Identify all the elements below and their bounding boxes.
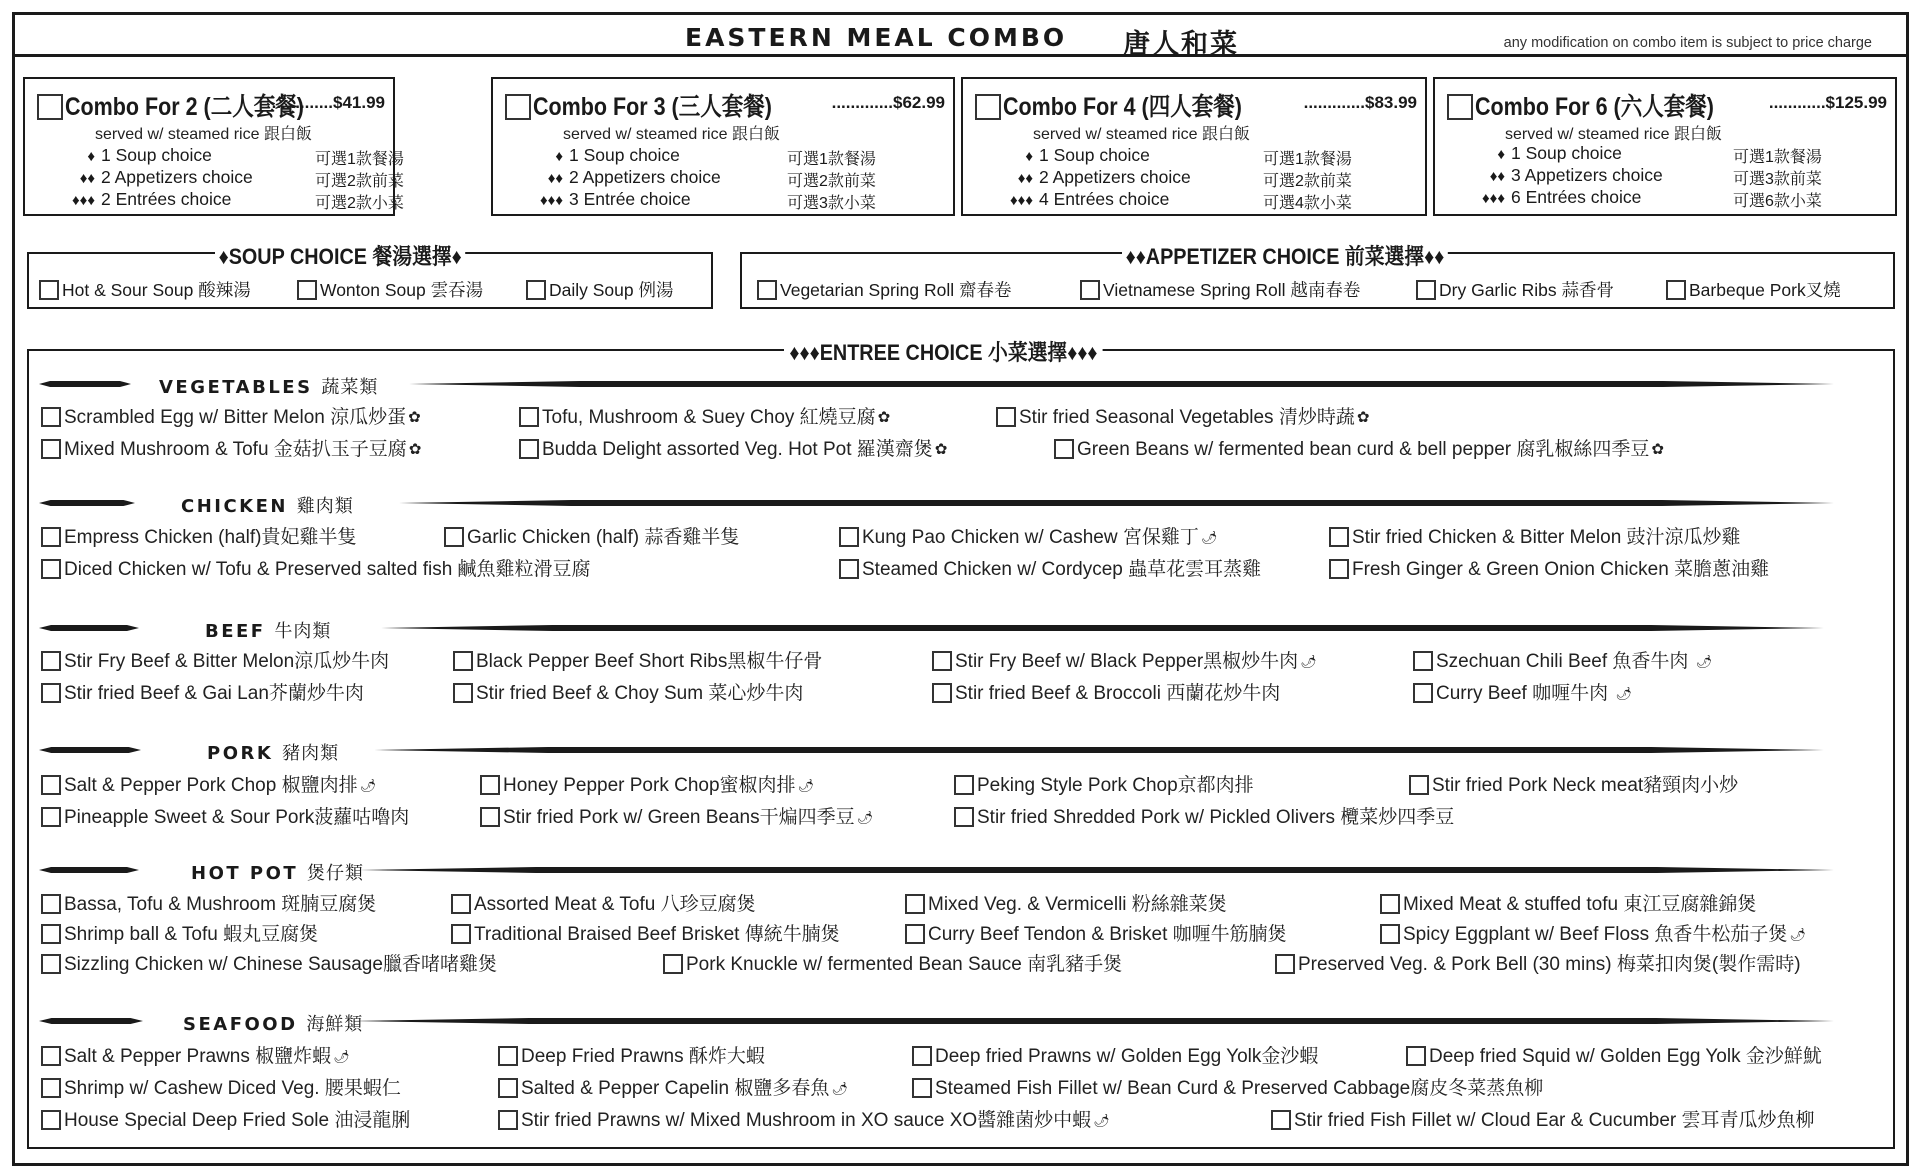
entree-item-label: Mixed Meat & stuffed tofu 東江豆腐雜錦煲 xyxy=(1403,894,1757,915)
entree-checkbox[interactable] xyxy=(451,924,471,944)
divider-shape xyxy=(39,747,141,753)
entree-item-label: Deep Fried Prawns 酥炸大蝦 xyxy=(521,1046,765,1067)
entree-item-label: Stir fried Seasonal Vegetables 清炒時蔬 xyxy=(1019,407,1355,428)
menu-title: EASTERN MEAL COMBO xyxy=(685,23,1068,52)
divider-rule xyxy=(359,866,1834,874)
spicy-chili-icon: 🌶 xyxy=(831,1081,848,1096)
entree-item[interactable] xyxy=(41,522,356,549)
combo-3-title: Combo For 3 (三人套餐) xyxy=(533,93,772,121)
entree-item-label: Tofu, Mushroom & Suey Choy 紅燒豆腐 xyxy=(542,407,876,428)
category-name: HOT POT xyxy=(191,863,299,884)
entree-checkbox[interactable] xyxy=(498,1078,518,1098)
entree-checkbox[interactable] xyxy=(41,807,61,827)
entree-item[interactable] xyxy=(480,770,814,797)
entree-checkbox[interactable] xyxy=(480,775,500,795)
entree-item[interactable] xyxy=(41,802,409,829)
category-name: BEEF xyxy=(205,621,266,642)
divider-shape xyxy=(351,1018,1834,1024)
category-name-chinese: 牛肉類 xyxy=(274,621,332,642)
diamond-icon: ♦ xyxy=(87,148,95,165)
entree-item[interactable] xyxy=(444,522,739,549)
entree-checkbox[interactable] xyxy=(905,894,925,914)
spicy-chili-icon: 🌶 xyxy=(333,1049,350,1064)
soup-option[interactable]: Daily Soup 例湯 xyxy=(526,277,674,302)
entree-item-label: Bassa, Tofu & Mushroom 斑腩豆腐煲 xyxy=(64,894,377,915)
entree-item-label: Stir fried Prawns w/ Mixed Mushroom in XO sauce XO醬雜菌炒中蝦 xyxy=(521,1110,1092,1131)
spicy-chili-icon: 🌶 xyxy=(856,810,874,825)
entree-item-label: Green Beans w/ fermented bean curd & bell pepper 腐乳椒絲四季豆 xyxy=(1077,439,1650,460)
entree-item-label: Steamed Fish Fillet w/ Bean Curd & Preserved Cabbage腐皮冬菜蒸魚柳 xyxy=(935,1078,1544,1099)
entree-checkbox[interactable] xyxy=(453,683,473,703)
combo-3-price: .............$62.99 xyxy=(831,93,945,112)
divider-shape xyxy=(39,381,131,387)
entree-item-label: Kung Pao Chicken w/ Cashew 宮保雞丁 xyxy=(862,527,1199,548)
vegetarian-icon: ✿ xyxy=(934,441,948,458)
entree-item[interactable] xyxy=(1275,949,1801,976)
entree-item[interactable] xyxy=(954,802,1454,829)
spicy-chili-icon: 🌶 xyxy=(359,778,377,793)
combo-6-line-cn: 可選6款小菜 xyxy=(1733,193,1822,210)
entree-checkbox[interactable] xyxy=(1380,924,1400,944)
entree-item-label: Szechuan Chili Beef 魚香牛肉 xyxy=(1436,651,1694,672)
entree-checkbox[interactable] xyxy=(839,527,859,547)
diamond-icon: ♦♦ xyxy=(79,170,95,187)
diamond-icon: ♦♦ xyxy=(1017,170,1033,187)
entree-item-label: Diced Chicken w/ Tofu & Preserved salted fish 鹹魚雞粒滑豆腐 xyxy=(64,559,591,580)
entree-item-label: Salted & Pepper Capelin 椒鹽多春魚 xyxy=(521,1078,830,1099)
entree-item[interactable] xyxy=(1271,1105,1815,1132)
appetizer-choice-title: ♦♦APPETIZER CHOICE 前菜選擇♦♦ xyxy=(1122,240,1448,271)
combo-3-line: 1 Soup choice xyxy=(569,145,680,165)
combo-4-line-cn: 可選2款前菜 xyxy=(1263,173,1352,190)
divider-rule xyxy=(379,624,1824,632)
divider-rule xyxy=(39,1017,143,1025)
combo-4-line: 2 Appetizers choice xyxy=(1039,167,1191,187)
entree-item[interactable] xyxy=(453,678,803,705)
category-name-chinese: 煲仔類 xyxy=(306,863,364,884)
diamond-icon: ♦♦♦ xyxy=(1010,192,1033,209)
entree-item-label: Stir fried Pork w/ Green Beans干煸四季豆 xyxy=(503,807,855,828)
entree-item-label: Mixed Veg. & Vermicelli 粉絲雜菜煲 xyxy=(928,894,1227,915)
divider-rule xyxy=(39,380,131,388)
entree-checkbox[interactable] xyxy=(912,1046,932,1066)
entree-item-label: Scrambled Egg w/ Bitter Melon 涼瓜炒蛋 xyxy=(64,407,407,428)
spicy-chili-icon: 🌶 xyxy=(1200,530,1218,545)
appetizer-option[interactable]: Vietnamese Spring Roll 越南春卷 xyxy=(1080,277,1360,302)
spicy-chili-icon: 🌶 xyxy=(1789,927,1806,942)
entree-item[interactable] xyxy=(41,402,421,429)
diamond-icon: ♦ xyxy=(555,148,563,165)
entree-item[interactable] xyxy=(1054,434,1664,461)
entree-checkbox[interactable] xyxy=(41,559,61,579)
divider-rule xyxy=(39,624,139,632)
divider-rule xyxy=(399,499,1834,507)
entree-item-label: Fresh Ginger & Green Onion Chicken 菜膽蔥油雞 xyxy=(1352,559,1770,580)
entree-checkbox[interactable] xyxy=(996,407,1016,427)
entree-item[interactable] xyxy=(1329,554,1769,581)
entree-choice-title: ♦♦♦ENTREE CHOICE 小菜選擇♦♦♦ xyxy=(784,336,1103,367)
entree-checkbox[interactable] xyxy=(1409,775,1429,795)
entree-item[interactable] xyxy=(498,1041,765,1068)
entree-item-label: Budda Delight assorted Veg. Hot Pot 羅漢齋煲 xyxy=(542,439,933,460)
divider-rule xyxy=(351,1017,1834,1025)
entree-item-label: Salt & Pepper Prawns 椒鹽炸蝦 xyxy=(64,1046,332,1067)
combo-2-served: served w/ steamed rice 跟白飯 xyxy=(95,126,312,143)
soup-checkbox[interactable] xyxy=(526,280,546,300)
vegetarian-icon: ✿ xyxy=(408,441,422,458)
entree-item[interactable] xyxy=(41,678,364,705)
divider-shape xyxy=(374,747,1824,753)
entree-item[interactable] xyxy=(41,919,318,946)
soup-option[interactable]: Wonton Soup 雲吞湯 xyxy=(297,277,483,302)
diamond-icon: ♦ xyxy=(1497,146,1505,163)
combo-3-line: 3 Entrée choice xyxy=(569,189,691,209)
entree-item[interactable] xyxy=(498,1073,848,1100)
appetizer-option[interactable]: Vegetarian Spring Roll 齋春卷 xyxy=(757,277,1012,302)
category-label-chicken xyxy=(181,492,354,518)
entree-item-label: Stir fried Pork Neck meat豬頸肉小炒 xyxy=(1432,775,1739,796)
entree-item[interactable] xyxy=(41,949,497,976)
combo-2-line-cn: 可選2款小菜 xyxy=(315,195,404,212)
combo-6-line: 3 Appetizers choice xyxy=(1511,165,1663,185)
entree-item-label: Assorted Meat & Tofu 八珍豆腐煲 xyxy=(474,894,756,915)
entree-checkbox[interactable] xyxy=(1406,1046,1426,1066)
entree-item[interactable] xyxy=(1413,678,1632,705)
combo-3-served: served w/ steamed rice 跟白飯 xyxy=(563,126,780,143)
soup-checkbox[interactable] xyxy=(297,280,317,300)
entree-item-label: Pineapple Sweet & Sour Pork菠蘿咕嚕肉 xyxy=(64,807,410,828)
entree-item[interactable] xyxy=(912,1041,1318,1068)
entree-item[interactable] xyxy=(41,554,591,581)
combo-box-2 xyxy=(23,77,404,216)
entree-checkbox[interactable] xyxy=(41,894,61,914)
entree-item[interactable] xyxy=(41,646,389,673)
entree-item[interactable] xyxy=(41,770,376,797)
combo-6-title: Combo For 6 (六人套餐) xyxy=(1475,93,1714,121)
combo-6-line-cn: 可選3款前菜 xyxy=(1733,171,1822,188)
entree-item[interactable] xyxy=(41,1073,401,1100)
appetizer-checkbox[interactable] xyxy=(1416,280,1436,300)
divider-rule xyxy=(409,380,1834,388)
divider-rule xyxy=(39,499,135,507)
entree-item-label: Honey Pepper Pork Chop蜜椒肉排 xyxy=(503,775,796,796)
entree-item[interactable] xyxy=(451,919,840,946)
entree-item[interactable] xyxy=(41,1105,410,1132)
combo-4-line: 1 Soup choice xyxy=(1039,145,1150,165)
appetizer-option[interactable]: Dry Garlic Ribs 蒜香骨 xyxy=(1416,277,1614,302)
entree-item[interactable] xyxy=(905,889,1227,916)
entree-item-label: Stir fried Beef & Choy Sum 菜心炒牛肉 xyxy=(476,683,804,704)
entree-checkbox[interactable] xyxy=(1275,954,1295,974)
entree-item[interactable] xyxy=(1329,522,1741,549)
entree-checkbox[interactable] xyxy=(1271,1110,1291,1130)
appetizer-checkbox[interactable] xyxy=(757,280,777,300)
diamond-icon: ♦♦ xyxy=(1489,168,1505,185)
entree-item-label: Preserved Veg. & Pork Bell (30 mins) 梅菜扣肉煲(製作需時) xyxy=(1298,954,1801,975)
category-label-seafood xyxy=(183,1010,363,1036)
combo-3-line-cn: 可選1款餐湯 xyxy=(787,151,876,168)
vegetarian-icon: ✿ xyxy=(1651,441,1664,458)
divider-rule xyxy=(374,746,1824,754)
entree-checkbox[interactable] xyxy=(519,439,539,459)
combo-6-line: 1 Soup choice xyxy=(1511,143,1622,163)
entree-item[interactable] xyxy=(1409,770,1738,797)
combo-4-checkbox[interactable] xyxy=(975,94,1001,120)
vegetarian-icon: ✿ xyxy=(877,409,891,426)
entree-item-label: Curry Beef Tendon & Brisket 咖喱牛筋腩煲 xyxy=(928,924,1287,945)
entree-item[interactable] xyxy=(1380,919,1806,946)
divider-shape xyxy=(39,625,139,631)
soup-option[interactable]: Hot & Sour Soup 酸辣湯 xyxy=(39,277,251,302)
entree-item[interactable] xyxy=(1380,889,1756,916)
entree-item[interactable] xyxy=(451,889,756,916)
divider-shape xyxy=(399,500,1834,506)
entree-item[interactable] xyxy=(932,646,1317,673)
entree-item-label: Sizzling Chicken w/ Chinese Sausage臘香啫啫雞煲 xyxy=(64,954,497,975)
diamond-icon: ♦♦♦ xyxy=(540,192,563,209)
divider-shape xyxy=(39,1018,143,1024)
category-name-chinese: 蔬菜類 xyxy=(321,377,379,398)
entree-item-label: Garlic Chicken (half) 蒜香雞半隻 xyxy=(467,527,740,548)
entree-item[interactable] xyxy=(839,554,1261,581)
spicy-chili-icon: 🌶 xyxy=(1695,654,1713,669)
combo-2-price: .............$41.99 xyxy=(271,93,385,112)
diamond-icon: ♦♦ xyxy=(547,170,563,187)
combo-4-line: 4 Entrées choice xyxy=(1039,189,1170,209)
entree-item[interactable] xyxy=(41,434,421,461)
modification-note: any modification on combo item is subject to price charge xyxy=(1503,35,1872,51)
combo-4-served: served w/ steamed rice 跟白飯 xyxy=(1033,126,1250,143)
combo-4-price: .............$83.99 xyxy=(1303,93,1417,112)
spicy-chili-icon: 🌶 xyxy=(797,778,815,793)
entree-checkbox[interactable] xyxy=(932,651,952,671)
entree-checkbox[interactable] xyxy=(41,954,61,974)
entree-item-label: Shrimp w/ Cashew Diced Veg. 腰果蝦仁 xyxy=(64,1078,401,1099)
entree-checkbox[interactable] xyxy=(954,807,974,827)
entree-item[interactable] xyxy=(912,1073,1543,1100)
entree-checkbox[interactable] xyxy=(41,1046,61,1066)
combo-6-checkbox[interactable] xyxy=(1447,94,1473,120)
entree-checkbox[interactable] xyxy=(41,651,61,671)
entree-checkbox[interactable] xyxy=(451,894,471,914)
entree-item-label: Stir fried Chicken & Bitter Melon 豉汁涼瓜炒雞 xyxy=(1352,527,1741,548)
entree-item-label: Deep fried Prawns w/ Golden Egg Yolk金沙蝦 xyxy=(935,1046,1319,1067)
entree-checkbox[interactable] xyxy=(498,1110,518,1130)
entree-checkbox[interactable] xyxy=(41,407,61,427)
entree-checkbox[interactable] xyxy=(444,527,464,547)
entree-item[interactable] xyxy=(41,889,376,916)
menu-title-chinese: 唐人和菜 xyxy=(1123,29,1239,60)
combo-6-line: 6 Entrées choice xyxy=(1511,187,1642,207)
combo-3-line: 2 Appetizers choice xyxy=(569,167,721,187)
entree-item-label: Stir fried Beef & Gai Lan芥蘭炒牛肉 xyxy=(64,683,364,704)
entree-item-label: Stir fried Beef & Broccoli 西蘭花炒牛肉 xyxy=(955,683,1281,704)
entree-checkbox[interactable] xyxy=(1413,683,1433,703)
entree-item[interactable] xyxy=(905,919,1287,946)
vegetarian-icon: ✿ xyxy=(1356,409,1370,426)
entree-checkbox[interactable] xyxy=(839,559,859,579)
category-label-vegetables xyxy=(159,373,378,399)
entree-checkbox[interactable] xyxy=(1054,439,1074,459)
divider-shape xyxy=(39,500,135,506)
combo-2-checkbox[interactable] xyxy=(37,94,63,120)
category-label-pork xyxy=(207,739,339,765)
entree-item-label: Mixed Mushroom & Tofu 金菇扒玉子豆腐 xyxy=(64,439,407,460)
diamond-icon: ♦♦♦ xyxy=(72,192,95,209)
entree-item-label: Stir fried Fish Fillet w/ Cloud Ear & Cucumber 雲耳青瓜炒魚柳 xyxy=(1294,1110,1815,1131)
category-name-chinese: 豬肉類 xyxy=(282,743,340,764)
entree-item-label: Stir fried Shredded Pork w/ Pickled Olivers 欖菜炒四季豆 xyxy=(977,807,1455,828)
appetizer-choice-box xyxy=(740,244,1895,309)
entree-checkbox[interactable] xyxy=(663,954,683,974)
entree-checkbox[interactable] xyxy=(41,527,61,547)
category-name-chinese: 海鮮類 xyxy=(306,1014,364,1035)
divider-shape xyxy=(39,867,139,873)
entree-item[interactable] xyxy=(519,402,890,429)
appetizer-checkbox[interactable] xyxy=(1080,280,1100,300)
entree-checkbox[interactable] xyxy=(912,1078,932,1098)
entree-checkbox[interactable] xyxy=(41,683,61,703)
entree-item-label: Traditional Braised Beef Brisket 傳統牛腩煲 xyxy=(474,924,840,945)
combo-4-title: Combo For 4 (四人套餐) xyxy=(1003,93,1242,121)
category-label-hot-pot xyxy=(191,859,364,885)
divider-rule xyxy=(39,746,141,754)
entree-item-label: Empress Chicken (half)貴妃雞半隻 xyxy=(64,527,357,548)
combo-3-line-cn: 可選3款小菜 xyxy=(787,195,876,212)
divider-shape xyxy=(379,625,1824,631)
category-label-beef xyxy=(205,617,331,643)
entree-item[interactable] xyxy=(932,678,1280,705)
combo-2-title: Combo For 2 (二人套餐) xyxy=(65,93,304,121)
soup-choice-title: ♦SOUP CHOICE 餐湯選擇♦ xyxy=(215,240,465,271)
combo-6-price: ............$125.99 xyxy=(1768,93,1887,112)
combo-3-line-cn: 可選2款前菜 xyxy=(787,173,876,190)
menu-header xyxy=(15,15,1906,60)
combo-6-served: served w/ steamed rice 跟白飯 xyxy=(1505,126,1722,143)
entree-item-label: Deep fried Squid w/ Golden Egg Yolk 金沙鮮魷 xyxy=(1429,1046,1822,1067)
entree-item-label: Stir Fry Beef & Bitter Melon涼瓜炒牛肉 xyxy=(64,651,390,672)
category-name-chinese: 雞肉類 xyxy=(296,496,354,517)
entree-item-label: Peking Style Pork Chop京都肉排 xyxy=(977,775,1254,796)
entree-item[interactable] xyxy=(996,402,1369,429)
diamond-icon: ♦ xyxy=(1025,148,1033,165)
divider-shape xyxy=(359,867,1834,873)
spicy-chili-icon: 🌶 xyxy=(1093,1113,1110,1128)
entree-choice-box xyxy=(27,340,1895,1149)
soup-checkbox[interactable] xyxy=(39,280,59,300)
entree-checkbox[interactable] xyxy=(480,807,500,827)
entree-item-label: Stir Fry Beef w/ Black Pepper黑椒炒牛肉 xyxy=(955,651,1299,672)
appetizer-option[interactable]: Barbeque Pork叉燒 xyxy=(1666,277,1841,302)
entree-checkbox[interactable] xyxy=(41,1078,61,1098)
entree-item[interactable] xyxy=(1413,646,1712,673)
entree-item[interactable] xyxy=(663,949,1122,976)
combo-2-line-cn: 可選1款餐湯 xyxy=(315,151,404,168)
menu-page xyxy=(12,12,1909,1166)
entree-item[interactable] xyxy=(498,1105,1110,1132)
combo-4-line-cn: 可選4款小菜 xyxy=(1263,195,1352,212)
entree-checkbox[interactable] xyxy=(41,1110,61,1130)
entree-item-label: Spicy Eggplant w/ Beef Floss 魚香牛松茄子煲 xyxy=(1403,924,1788,945)
entree-item[interactable] xyxy=(453,646,822,673)
entree-item[interactable] xyxy=(839,522,1217,549)
entree-item[interactable] xyxy=(1406,1041,1822,1068)
divider-shape xyxy=(409,381,1834,387)
entree-checkbox[interactable] xyxy=(519,407,539,427)
combo-2-line: 1 Soup choice xyxy=(101,145,212,165)
entree-item-label: Salt & Pepper Pork Chop 椒鹽肉排 xyxy=(64,775,358,796)
combo-4-line-cn: 可選1款餐湯 xyxy=(1263,151,1352,168)
spicy-chili-icon: 🌶 xyxy=(1300,654,1317,669)
entree-checkbox[interactable] xyxy=(453,651,473,671)
entree-checkbox[interactable] xyxy=(41,439,61,459)
category-name: CHICKEN xyxy=(181,496,288,517)
entree-checkbox[interactable] xyxy=(1329,527,1349,547)
entree-checkbox[interactable] xyxy=(1413,651,1433,671)
entree-item[interactable] xyxy=(480,802,873,829)
entree-item-label: House Special Deep Fried Sole 油浸龍脷 xyxy=(64,1110,411,1131)
entree-checkbox[interactable] xyxy=(905,924,925,944)
entree-item[interactable] xyxy=(954,770,1254,797)
entree-item[interactable] xyxy=(519,434,947,461)
category-name: SEAFOOD xyxy=(183,1014,298,1035)
divider-rule xyxy=(39,866,139,874)
entree-checkbox[interactable] xyxy=(932,683,952,703)
category-name: PORK xyxy=(207,743,274,764)
combo-box-6 xyxy=(1433,77,1897,216)
entree-item-label: Curry Beef 咖喱牛肉 xyxy=(1436,683,1614,704)
combo-3-checkbox[interactable] xyxy=(505,94,531,120)
entree-checkbox[interactable] xyxy=(954,775,974,795)
combo-6-line-cn: 可選1款餐湯 xyxy=(1733,149,1822,166)
category-name: VEGETABLES xyxy=(159,377,313,398)
combo-2-line: 2 Entrées choice xyxy=(101,189,232,209)
soup-choice-box xyxy=(27,244,713,309)
vegetarian-icon: ✿ xyxy=(408,409,421,426)
entree-item-label: Black Pepper Beef Short Ribs黑椒牛仔骨 xyxy=(476,651,823,672)
entree-item-label: Pork Knuckle w/ fermented Bean Sauce 南乳豬手煲 xyxy=(686,954,1123,975)
diamond-icon: ♦♦♦ xyxy=(1482,190,1505,207)
combo-box-4 xyxy=(961,77,1427,216)
entree-item-label: Steamed Chicken w/ Cordycep 蟲草花雲耳蒸雞 xyxy=(862,559,1262,580)
entree-item[interactable] xyxy=(41,1041,350,1068)
entree-checkbox[interactable] xyxy=(1329,559,1349,579)
combo-2-line: 2 Appetizers choice xyxy=(101,167,253,187)
entree-checkbox[interactable] xyxy=(41,775,61,795)
spicy-chili-icon: 🌶 xyxy=(1615,686,1632,701)
combo-box-3 xyxy=(491,77,955,216)
combo-2-line-cn: 可選2款前菜 xyxy=(315,173,404,190)
appetizer-checkbox[interactable] xyxy=(1666,280,1686,300)
entree-checkbox[interactable] xyxy=(498,1046,518,1066)
entree-checkbox[interactable] xyxy=(1380,894,1400,914)
entree-item-label: Shrimp ball & Tofu 蝦丸豆腐煲 xyxy=(64,924,319,945)
entree-checkbox[interactable] xyxy=(41,924,61,944)
